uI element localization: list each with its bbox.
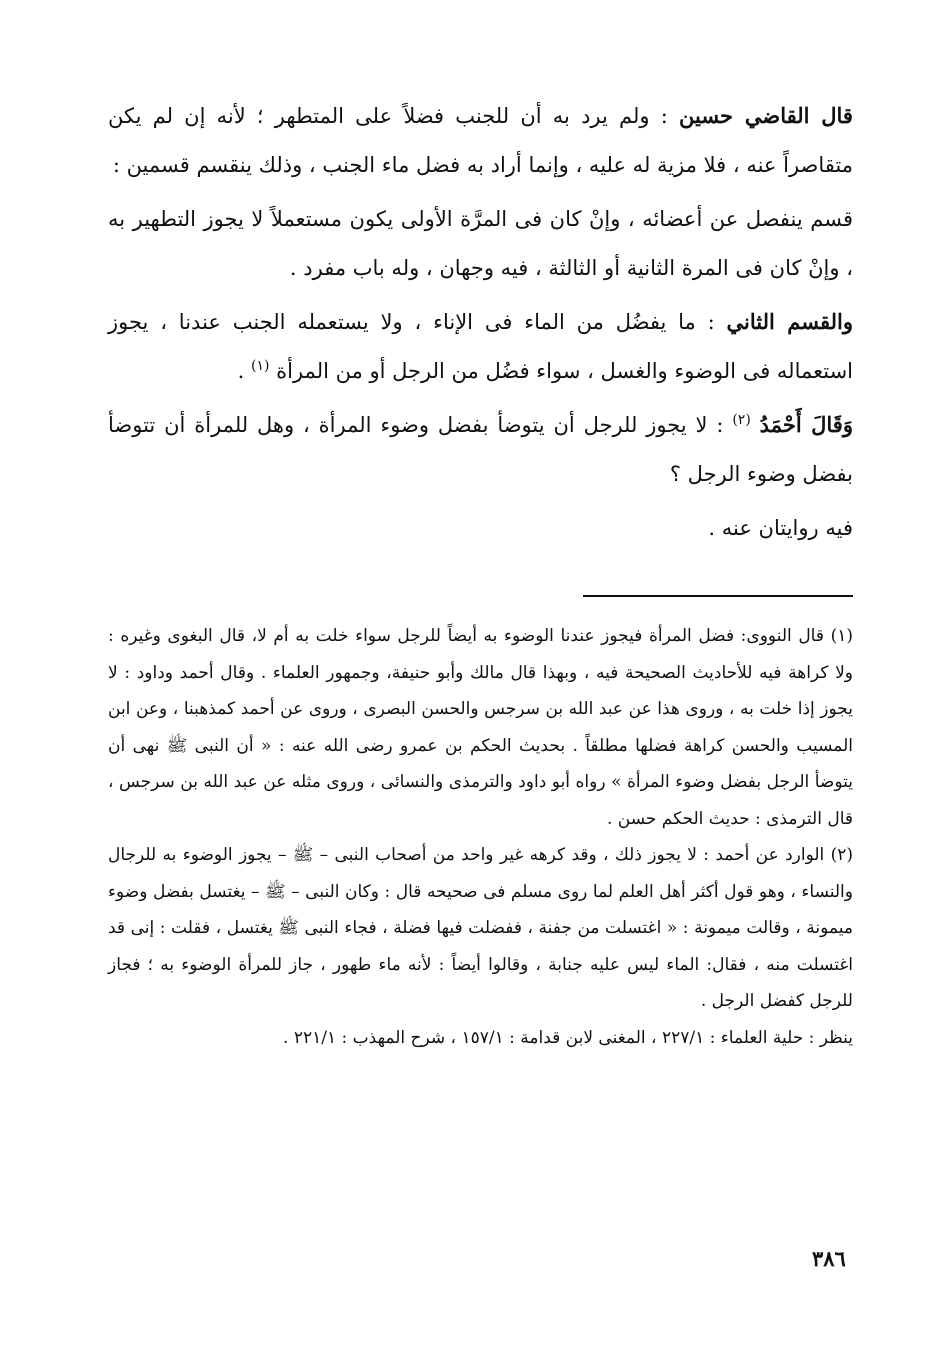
paragraph-1-text: : ولم يرد به أن للجنب فضلاً على المتطهر ؛ لأنه إن لم يكن متقاصراً عنه ، فلا مزية له عليه ، وإنما أراد به فضل ماء الجنب ، وذلك ينقسم قسمين :: [108, 104, 853, 177]
footnote-1: (١) قال النووى: فضل المرأة فيجوز عندنا الوضوء به أيضاً للرجل سواء خلت به أم لا، قال البغوى وغيره : ولا كراهة فيه للأحاديث الصحيحة فيه ، وبهذا قال مالك وأبو حنيفة، وجمهور العلماء . وقال أحمد وداود : لا يجوز إذا خلت به ، وروى هذا عن عبد الله بن سرجس والحسن البصرى ، وروى عن أحمد كمذهبنا ، وعن ابن المسيب والحسن كراهة فضلها مطلقاً . بحديث الحكم بن عمرو رضى الله عنه : « أن النبى ﷺ نهى أن يتوضأ الرجل بفضل وضوء المرأة » رواه أبو داود والترمذى والنسائى ، وروى مثله عن عبد الله بن سرجس ، قال الترمذى : حديث الحكم حسن .: [108, 626, 853, 829]
footnote-divider: [583, 595, 853, 597]
footnote-ref-1: (١): [250, 357, 270, 374]
footnote-2: (٢) الوارد عن أحمد : لا يجوز ذلك ، وقد كرهه غير واحد من أصحاب النبى – ﷺ – يجوز الوضوء به للرجال والنساء ، وهو قول أكثر أهل العلم لما روى مسلم فى صحيحه قال : وكان النبى – ﷺ – يغتسل بفضل وضوء ميمونة ، وقالت ميمونة : « اغتسلت من جفنة ، ففضلت فيها فضلة ، فجاء النبى ﷺ يغتسل ، فقلت : إنى قد اغتسلت منه ، فقال: الماء ليس عليه جنابة ، وقالوا أيضاً : لأنه ماء طهور ، جاز للمرأة الوضوء به ؛ فجاز للرجل كفضل الرجل .: [108, 845, 853, 1011]
footnotes: [108, 618, 853, 1056]
paragraph-1-lead: قال القاضي حسين: [679, 103, 853, 128]
paragraph-5: [108, 504, 853, 553]
paragraph-3-end: .: [237, 358, 251, 383]
paragraph-5-text: فيه روايتان عنه .: [708, 516, 853, 540]
paragraph-3-lead: والقسم الثاني: [726, 309, 853, 334]
paragraph-4: [108, 401, 853, 498]
paragraph-3-text: : ما يفضُل من الماء فى الإناء ، ولا يستعمله الجنب عندنا ، يجوز استعماله فى الوضوء والغسل ، سواء فضُل من الرجل أو من المرأة: [108, 310, 853, 383]
paragraph-2-text: قسم ينفصل عن أعضائه ، وإنْ كان فى المرَّة الأولى يكون مستعملاً لا يجوز التطهير به ، وإنْ كان فى المرة الثانية أو الثالثة ، فيه وجهان ، وله باب مفرد .: [108, 207, 853, 280]
main-text: [108, 92, 853, 553]
footnote-references: ينظر : حلية العلماء : ٢٢٧/١ ، المغنى لابن قدامة : ١٥٧/١ ، شرح المهذب : ٢٢١/١ .: [283, 1027, 853, 1048]
paragraph-1: [108, 92, 853, 189]
paragraph-2: [108, 195, 853, 292]
paragraph-4-lead: وَقَالَ أَحْمَدُ: [759, 412, 853, 437]
footnote-ref-2: (٢): [732, 412, 751, 428]
paragraph-3: [108, 298, 853, 395]
paragraph-4-text: : لا يجوز للرجل أن يتوضأ بفضل وضوء المرأة ، وهل للمرأة أن تتوضأ بفضل وضوء الرجل ؟: [108, 413, 853, 486]
page-number: ٣٨٦: [812, 1246, 846, 1271]
